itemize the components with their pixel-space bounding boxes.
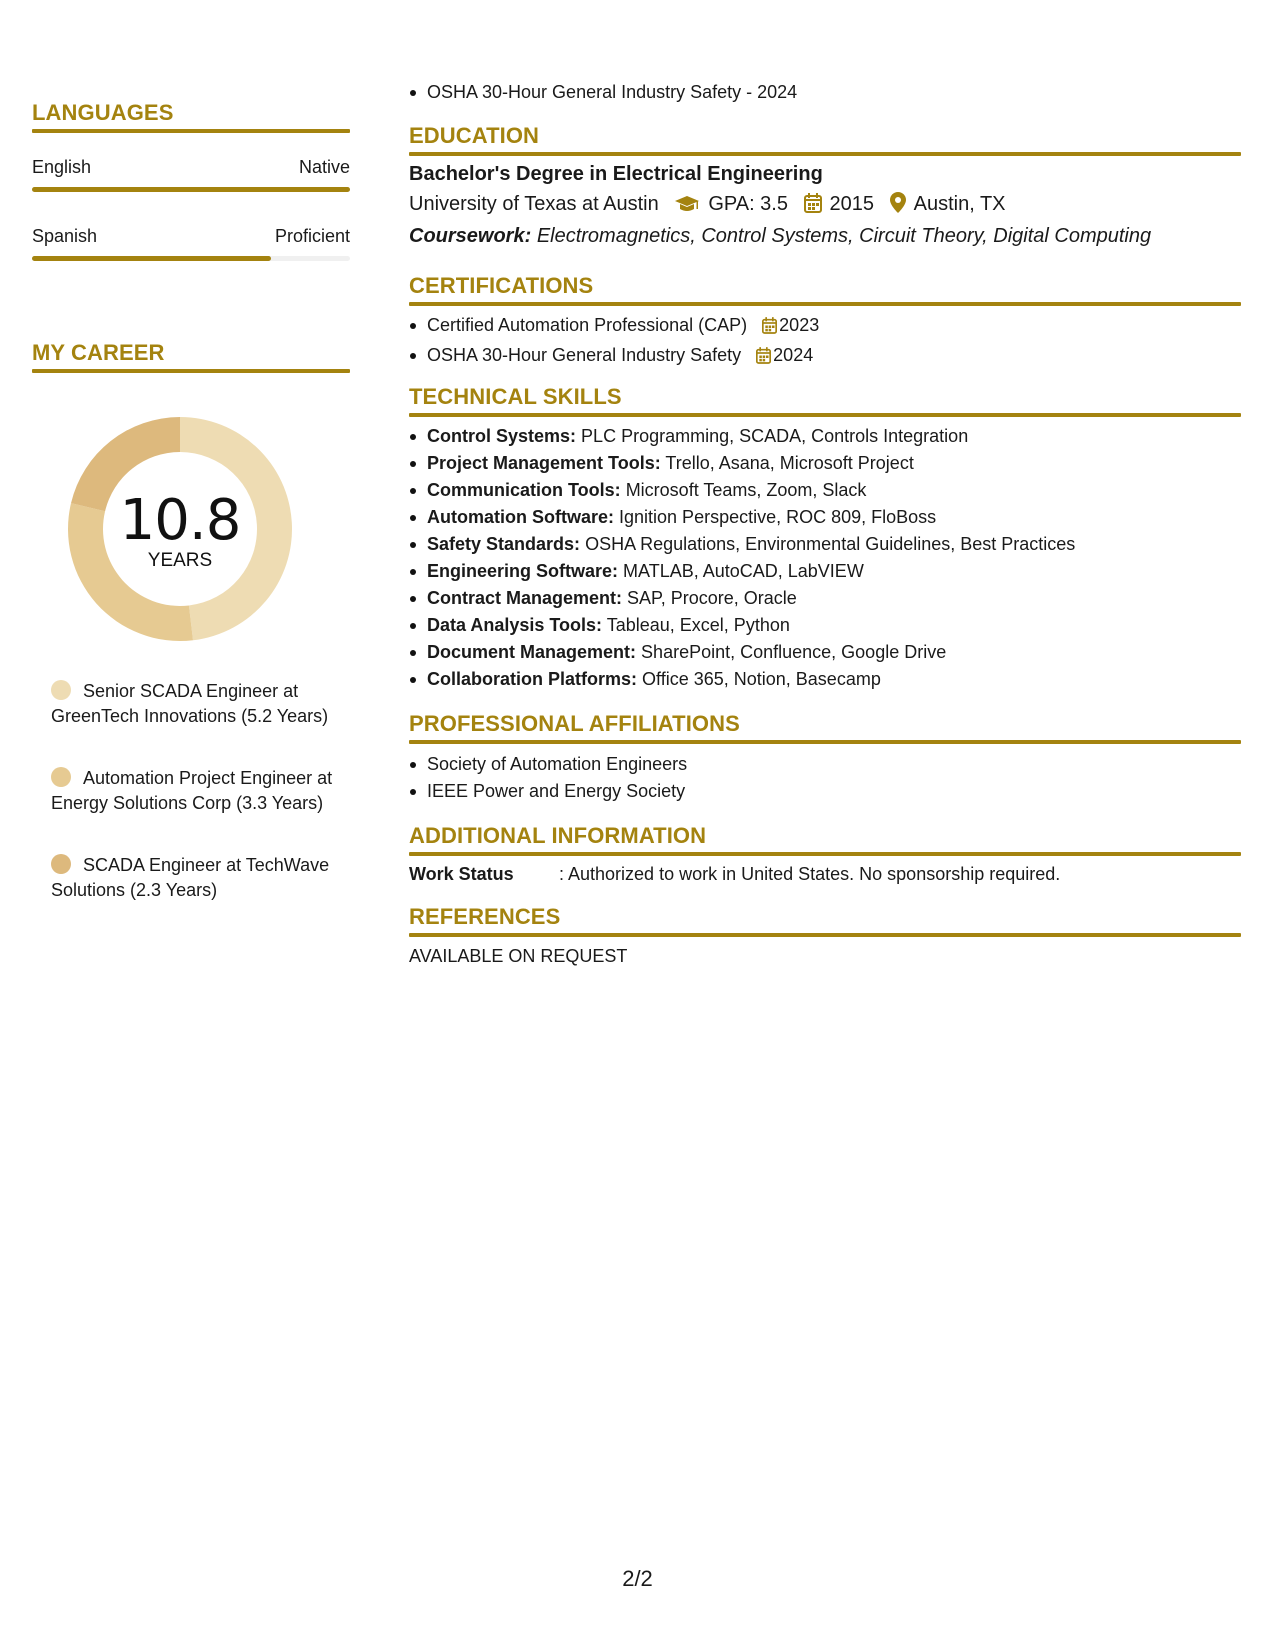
language-item — [32, 157, 350, 227]
coursework — [409, 225, 1241, 248]
certification-year: 2023 — [779, 315, 820, 335]
skill-value: Ignition Perspective, ROC 809, FloBoss — [619, 507, 937, 527]
certification-item — [409, 342, 1241, 372]
skill-value: PLC Programming, SCADA, Controls Integration — [581, 426, 969, 446]
graduation-year: 2015 — [829, 193, 875, 215]
career-legend-item — [51, 679, 341, 729]
skill-item — [409, 504, 1241, 531]
skill-value: Trello, Asana, Microsoft Project — [665, 453, 914, 473]
skill-item — [409, 639, 1241, 666]
skill-label: Automation Software: — [427, 507, 614, 527]
location-pin-icon — [890, 192, 906, 219]
education-divider — [409, 152, 1241, 156]
skill-value: SAP, Procore, Oracle — [627, 588, 797, 608]
skill-label: Data Analysis Tools: — [427, 615, 603, 635]
references-divider — [409, 933, 1241, 937]
list-item: OSHA 30-Hour General Industry Safety - 2024 — [409, 79, 1241, 106]
skill-value: SharePoint, Confluence, Google Drive — [641, 642, 947, 662]
language-name: Spanish — [32, 226, 98, 246]
degree-title: Bachelor's Degree in Electrical Engineering — [409, 163, 823, 185]
language-item — [32, 226, 350, 296]
school-name: University of Texas at Austin — [409, 193, 659, 215]
education-title: EDUCATION — [409, 123, 540, 148]
continued-list — [409, 79, 1241, 106]
skill-value: Office 365, Notion, Basecamp — [642, 669, 881, 689]
graduation-cap-icon — [674, 195, 700, 219]
work-status-label: Work Status — [409, 864, 514, 884]
work-status-value: : Authorized to work in United States. No sponsorship required. — [559, 864, 1061, 884]
references-title: REFERENCES — [409, 904, 561, 929]
certifications-divider — [409, 302, 1241, 306]
skill-item — [409, 558, 1241, 585]
additional-title: ADDITIONAL INFORMATION — [409, 823, 707, 848]
certification-name: Certified Automation Professional (CAP) — [427, 315, 748, 335]
coursework-label: Coursework: — [409, 225, 532, 247]
calendar-icon — [756, 345, 771, 372]
legend-swatch — [51, 854, 71, 874]
skill-label: Collaboration Platforms: — [427, 669, 638, 689]
coursework-list: Electromagnetics, Control Systems, Circuit Theory, Digital Computing — [536, 225, 1152, 247]
skill-value: Microsoft Teams, Zoom, Slack — [625, 480, 867, 500]
languages-divider — [32, 129, 350, 133]
skill-item — [409, 585, 1241, 612]
skill-label: Safety Standards: — [427, 534, 581, 554]
page-number: 2/2 — [622, 1566, 653, 1591]
career-legend-item — [51, 853, 341, 903]
language-name: English — [32, 157, 92, 177]
skill-value: MATLAB, AutoCAD, LabVIEW — [623, 561, 864, 581]
work-status-row — [409, 864, 1241, 885]
language-bar-fill — [32, 256, 271, 261]
career-total-years: 10.8 — [119, 488, 241, 553]
calendar-icon — [804, 193, 822, 219]
affiliations-divider — [409, 740, 1241, 744]
skill-value: Tableau, Excel, Python — [606, 615, 790, 635]
legend-label: Automation Project Engineer at Energy Solutions Corp (3.3 Years) — [51, 768, 333, 813]
skills-title: TECHNICAL SKILLS — [409, 384, 622, 409]
certifications-list — [409, 312, 1241, 372]
career-title: MY CAREER — [32, 340, 165, 365]
languages-title: LANGUAGES — [32, 100, 174, 125]
legend-swatch — [51, 680, 71, 700]
skill-item — [409, 450, 1241, 477]
legend-label: Senior SCADA Engineer at GreenTech Innovations (5.2 Years) — [51, 681, 329, 726]
skill-label: Contract Management: — [427, 588, 623, 608]
skill-label: Project Management Tools: — [427, 453, 661, 473]
career-divider — [32, 369, 350, 373]
skills-list — [409, 423, 1241, 693]
skill-label: Engineering Software: — [427, 561, 619, 581]
calendar-icon — [762, 315, 777, 342]
additional-divider — [409, 852, 1241, 856]
language-level: Proficient — [274, 226, 350, 246]
donut-center — [67, 416, 293, 642]
affiliation-item: Society of Automation Engineers — [409, 751, 1241, 778]
certification-item — [409, 312, 1241, 342]
skill-item — [409, 531, 1241, 558]
language-bar-fill — [32, 187, 350, 192]
gpa: GPA: 3.5 — [708, 193, 788, 215]
skill-item — [409, 477, 1241, 504]
references-text: AVAILABLE ON REQUEST — [409, 946, 628, 966]
certification-year: 2024 — [773, 345, 814, 365]
skill-item — [409, 423, 1241, 450]
language-level: Native — [298, 157, 350, 177]
legend-label: SCADA Engineer at TechWave Solutions (2.3 Years) — [51, 855, 330, 900]
skill-value: OSHA Regulations, Environmental Guidelines, Best Practices — [585, 534, 1076, 554]
education-entry — [409, 163, 1241, 248]
education-details — [409, 192, 1241, 219]
school-location: Austin, TX — [913, 193, 1006, 215]
skill-label: Control Systems: — [427, 426, 577, 446]
career-legend-item — [51, 766, 341, 816]
skill-item — [409, 612, 1241, 639]
career-total-unit: YEARS — [147, 550, 213, 571]
language-bar — [32, 256, 350, 261]
skill-label: Communication Tools: — [427, 480, 621, 500]
affiliations-list — [409, 751, 1241, 805]
career-donut-chart — [67, 416, 293, 642]
certifications-title: CERTIFICATIONS — [409, 273, 594, 298]
certification-name: OSHA 30-Hour General Industry Safety — [427, 345, 742, 365]
legend-swatch — [51, 767, 71, 787]
skill-item — [409, 666, 1241, 693]
skills-divider — [409, 413, 1241, 417]
affiliations-title: PROFESSIONAL AFFILIATIONS — [409, 711, 740, 736]
language-bar — [32, 187, 350, 192]
affiliation-item: IEEE Power and Energy Society — [409, 778, 1241, 805]
skill-label: Document Management: — [427, 642, 637, 662]
